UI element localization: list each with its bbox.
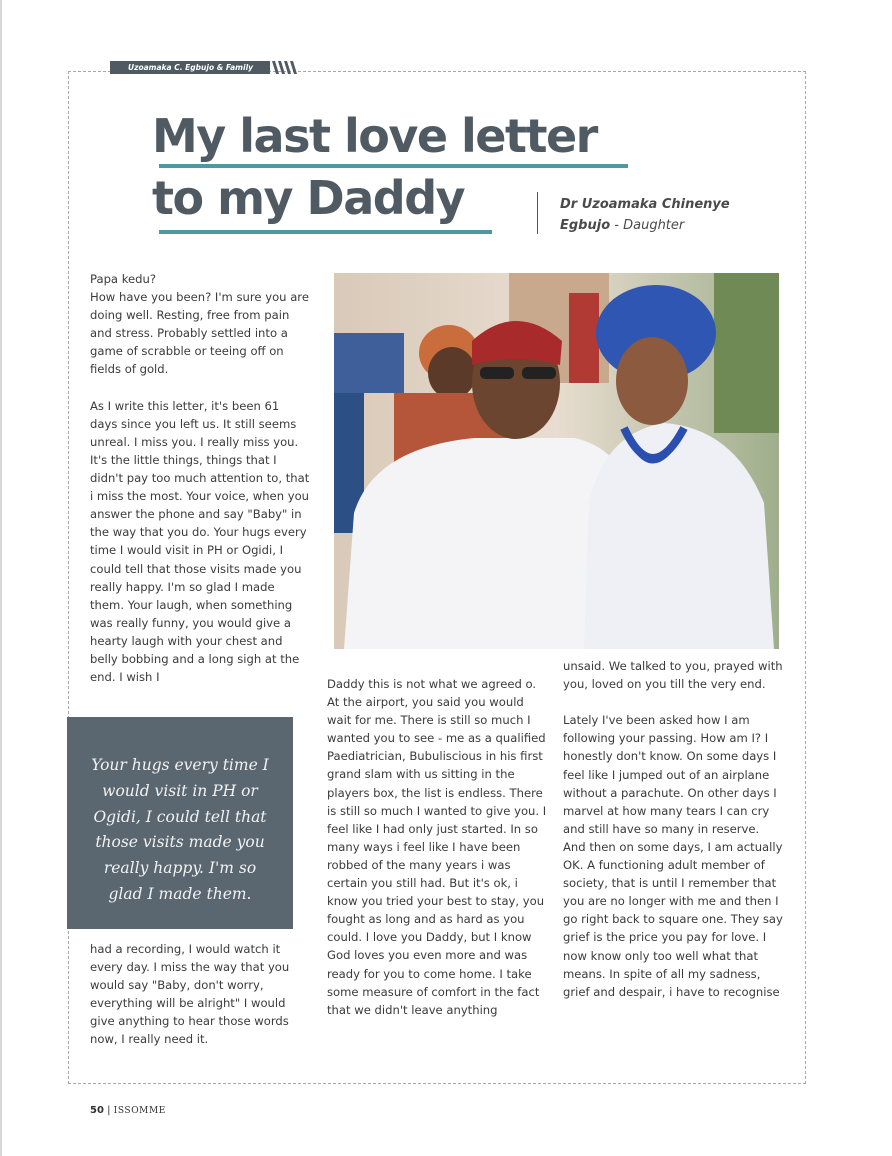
- section-tag: Uzoamaka C. Egbujo & Family: [110, 61, 270, 74]
- body-column-3: unsaid. We talked to you, prayed with you, loved on you till the very end. Lately I've been asked how I am following your passing. How am I? I honestly don't know. On some days I feel like I jumped out of an airplane without a parachute. On other days I marvel at how many tears I can cry and still have so many in reserve. And then on some days, I am actually OK. A functioning adult member of society, that is until I remember that you are no longer with me and then I go right back to square one. They say grief is the price you pay for love. I now know only too well what that means. In spite of all my sadness, grief and despair, i have to recognise: [563, 659, 783, 999]
- body-column-1-top: Papa kedu? How have you been? I'm sure you are doing well. Resting, free from pain and stress. Probably settled into a game of scrabble or teeing off on fields of gold. As I write this letter, it's been 61 days since you left us. It still seems unreal. I miss you. I really miss you. It's the little things, things that I didn't pay too much attention to, that i miss the most. Your voice, when you answer the phone and say "Baby" in the way that you do. Your hugs every time I would visit in PH or Ogidi, I could tell that those visits made you really happy. I'm so glad I made them. Your laugh, when something was really funny, you would give a hearty laugh with your chest and belly bobbing and a long sigh at the end. I wish I: [90, 272, 310, 685]
- article-title-line2: to my Daddy: [152, 171, 465, 225]
- byline: [560, 194, 760, 236]
- author-name: Dr Uzoamaka Chinenye Egbujo: [560, 197, 730, 233]
- author-role: - Daughter: [614, 218, 685, 233]
- body-column-1-bottom: had a recording, I would watch it every day. I miss the way that you would say "Baby, don't worry, everything will be alright" I would give anything to hear those words now, I really need it.: [90, 942, 290, 1047]
- title-underline-1: [159, 164, 628, 168]
- pull-quote: Your hugs every time I would visit in PH or Ogidi, I could tell that those visits made you really happy. I'm so glad I made them.: [67, 717, 293, 929]
- stripes-decoration: [272, 60, 302, 75]
- magazine-name: ISSOMME: [113, 1106, 166, 1116]
- byline-divider: [537, 192, 538, 234]
- footer-separator: |: [107, 1105, 111, 1116]
- page-edge: [0, 0, 2, 1156]
- page-footer: [90, 1105, 166, 1116]
- title-underline-2: [159, 230, 492, 234]
- body-column-2: Daddy this is not what we agreed o. At the airport, you said you would wait for me. There is still so much I wanted you to see - me as a qualified Paediatrician, Bubuliscious in his first grand slam with us sitting in the players box, the list is endless. There is still so much I wanted to give you. I feel like I had only just started. In so many ways i feel like I have been robbed of the many years i was certain you still had. But it's ok, i know you tried your best to stay, you fought as long and as hard as you could. I love you Daddy, but I know God loves you even more and was ready for you to come home. I take some measure of comfort in the fact that we didn't leave anything: [327, 677, 547, 1017]
- family-photo: [334, 273, 779, 649]
- article-title-line1: My last love letter: [152, 109, 597, 163]
- page-number: 50: [90, 1105, 104, 1116]
